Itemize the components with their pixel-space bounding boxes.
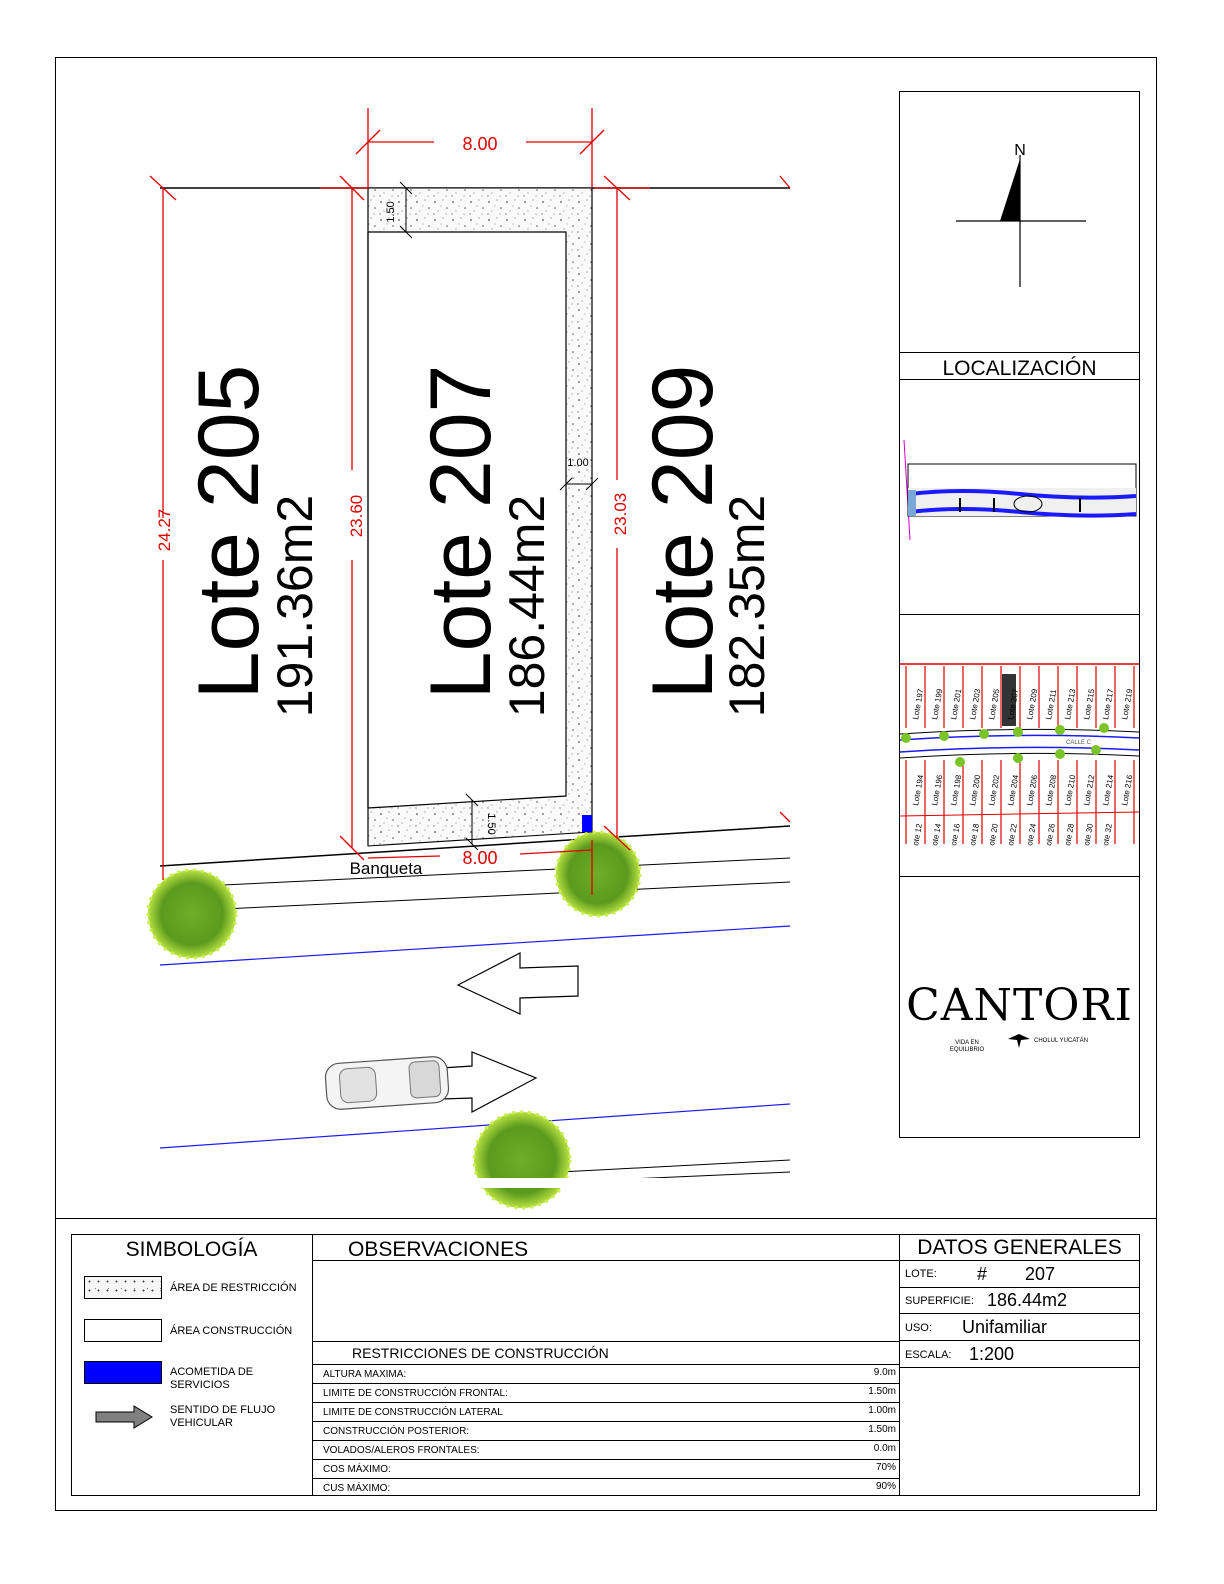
restriction-row-line [312, 1478, 899, 1479]
mini-tree-icon [1055, 725, 1065, 735]
mini-lot-label: Lote 207 [1006, 688, 1021, 721]
traffic-arrow-left [458, 953, 578, 1014]
setback-side: 1.00 [567, 457, 589, 469]
mini-lot-label: Lote 206 [1025, 774, 1040, 807]
legend-label-construction: ÁREA CONSTRUCCIÓN [170, 1325, 293, 1337]
restriction-row-line [312, 1402, 899, 1403]
mini-tree-icon [901, 733, 911, 743]
mini-lot-label: Lote 194 [911, 774, 926, 807]
street-label: CALLE C [1066, 740, 1092, 746]
legend-title: SIMBOLOGÍA [125, 1238, 258, 1261]
lot-area-207: 186.44m2 [499, 494, 555, 718]
mini-lot-label: ote 30 [1082, 822, 1095, 847]
restrictions-title: RESTRICCIONES DE CONSTRUCCIÓN [352, 1345, 609, 1361]
setback-back: 1.50 [485, 813, 497, 835]
service-connection [582, 815, 592, 832]
general-row-line [899, 1367, 1140, 1368]
mini-lot-label: Lote 204 [1006, 774, 1021, 807]
lote-hash: # [977, 1264, 988, 1284]
lot-label-209: Lote 209 [635, 364, 731, 700]
mini-lot-label: Lote 197 [911, 688, 926, 721]
mini-tree-icon [955, 757, 965, 767]
setback-front: 1.50 [385, 201, 397, 223]
legend-arrow-icon [94, 1404, 154, 1430]
mini-tree-icon [1091, 745, 1101, 755]
table-col-divider [899, 1234, 900, 1496]
lot-area-209: 182.35m2 [719, 494, 775, 718]
mini-lot-label: ote 26 [1044, 822, 1057, 847]
mini-lot-label: Lote 215 [1082, 688, 1097, 721]
location-map-overview [900, 380, 1139, 614]
location-map-detail [900, 616, 1139, 874]
road-edge [160, 926, 790, 965]
mini-lot-label: ote 12 [911, 822, 924, 847]
legend-swatch-construction [84, 1319, 162, 1342]
restriction-row-line [312, 1421, 899, 1422]
mini-lot-label: Lote 205 [987, 688, 1002, 721]
mini-lot-label: Lote 210 [1063, 774, 1078, 807]
mini-lot-label: Lote 203 [968, 688, 983, 721]
tree-icon [556, 832, 640, 916]
restriction-row-value: 1.00m [868, 1405, 896, 1416]
lote-label: LOTE: [905, 1268, 937, 1280]
legend-label-flow: SENTIDO DE FLUJO VEHICULAR [170, 1404, 276, 1429]
restriction-row-value: 1.50m [868, 1386, 896, 1397]
observations-title: OBSERVACIONES [348, 1238, 529, 1261]
mini-lot-label: ote 22 [1006, 822, 1019, 847]
legend-swatch-service [84, 1361, 162, 1384]
restrictions-table [312, 1341, 899, 1497]
superficie-value: 186.44m2 [987, 1290, 1068, 1310]
restriction-row-value: 70% [875, 1462, 896, 1473]
mini-lot-label: Lote 200 [968, 774, 983, 807]
mini-lot-label: Lote 214 [1101, 774, 1116, 807]
curb-line [160, 882, 790, 912]
mini-lot-label: Lote 202 [987, 774, 1002, 807]
north-label: N [1014, 142, 1026, 159]
legend-swatch-restriction [84, 1276, 162, 1299]
mini-lot-label: Lote 217 [1101, 688, 1116, 721]
bird-icon [1008, 1034, 1030, 1048]
mini-tree-icon [1099, 723, 1109, 733]
mini-lot-label: Lote 219 [1120, 688, 1135, 721]
mini-lot-label: ote 14 [930, 822, 943, 847]
legend-label-restriction: ÁREA DE RESTRICCIÓN [170, 1282, 297, 1294]
mini-lot-label: Lote 201 [949, 688, 964, 721]
tree-icon [474, 1112, 570, 1208]
restriction-row-value: 90% [875, 1481, 896, 1492]
mini-lot-label: Lote 211 [1044, 688, 1059, 721]
dim-front-top: 8.00 [462, 134, 498, 154]
restriction-row-value: 0.0m [873, 1443, 896, 1454]
restriction-row-label: LIMITE DE CONSTRUCCIÓN FRONTAL: [323, 1388, 508, 1399]
mini-lot-label: ote 28 [1063, 822, 1076, 847]
dim-front-bottom: 8.00 [462, 848, 498, 868]
restriction-row-line [312, 1440, 899, 1441]
mini-lot-label: ote 24 [1025, 822, 1038, 847]
mini-tree-icon [979, 729, 989, 739]
general-row-line [899, 1313, 1140, 1314]
mini-tree-icon [939, 731, 949, 741]
restriction-row-label: CONSTRUCCIÓN POSTERIOR: [323, 1426, 470, 1437]
mini-lot-label: Lote 209 [1025, 688, 1040, 721]
lote-value: 207 [1025, 1264, 1056, 1284]
restriction-row-label: CUS MÁXIMO: [323, 1483, 391, 1494]
tree-icon [148, 870, 236, 958]
restriction-row-value: 9.0m [873, 1367, 896, 1378]
general-row-line [899, 1287, 1140, 1288]
curb-line [560, 1160, 790, 1172]
mini-lot-label: Lote 213 [1063, 688, 1078, 721]
mini-lot-label: ote 32 [1101, 822, 1114, 847]
lot-label-205: Lote 205 [181, 364, 277, 700]
restriction-row-label: VOLADOS/ALEROS FRONTALES: [323, 1445, 480, 1456]
mini-lot-label: Lote 216 [1120, 774, 1135, 807]
mini-tree-icon [1013, 753, 1023, 763]
superficie-label: SUPERFICIE: [905, 1295, 975, 1307]
uso-label: USO: [905, 1322, 932, 1334]
lot-label-207: Lote 207 [413, 364, 509, 700]
mini-lot-label: Lote 196 [930, 774, 945, 807]
mini-lot-label: Lote 212 [1082, 774, 1097, 807]
dim-depth-205-left: 24.27 [155, 508, 174, 552]
mini-lot-label: Lote 208 [1044, 774, 1059, 807]
restriction-row-line [312, 1459, 899, 1460]
restriction-row-value: 1.50m [868, 1424, 896, 1435]
panel-divider [899, 876, 1140, 877]
uso-value: Unifamiliar [962, 1317, 1048, 1337]
escala-label: ESCALA: [905, 1349, 952, 1361]
mini-lot-label: ote 20 [987, 822, 1000, 847]
lot-area-205: 191.36m2 [267, 494, 323, 718]
escala-value: 1:200 [969, 1344, 1015, 1364]
sidewalk-label: Banqueta [349, 859, 423, 878]
mini-tree-icon [1055, 749, 1065, 759]
mini-lot-label: ote 16 [949, 822, 962, 847]
panel-divider [899, 614, 1140, 615]
site-plan [155, 100, 790, 1180]
general-title: DATOS GENERALES [917, 1236, 1122, 1259]
restriction-row-line [312, 1383, 899, 1384]
restriction-row-label: ALTURA MAXIMA: [323, 1369, 407, 1380]
dim-depth-209: 23.03 [611, 492, 630, 536]
brand-logo: CANTORI [906, 980, 1133, 1031]
general-row-line [899, 1340, 1140, 1341]
car-icon [325, 1056, 450, 1110]
mini-lot-label: ote 18 [968, 822, 981, 847]
dim-depth-205: 23.60 [347, 494, 366, 538]
restriction-row-line [312, 1364, 899, 1365]
mini-tree-icon [1013, 727, 1023, 737]
restriction-row-label: COS MÁXIMO: [323, 1464, 391, 1475]
mini-lot-label: Lote 199 [930, 688, 945, 721]
brand-tagline-right: CHOLUL YUCATÁN [1034, 1038, 1088, 1044]
north-arrow-icon [950, 135, 1090, 295]
restriction-row-label: LIMITE DE CONSTRUCCIÓN LATERAL [323, 1407, 503, 1418]
localization-title: LOCALIZACIÓN [942, 357, 1097, 380]
brand-tagline-left: VIDA EN EQUILIBRIO [949, 1040, 985, 1053]
panel-divider [899, 352, 1140, 353]
frame-divider [55, 1218, 1157, 1219]
legend-label-service: ACOMETIDA DE SERVICIOS [170, 1366, 254, 1391]
mini-lot-label: Lote 198 [949, 774, 964, 807]
